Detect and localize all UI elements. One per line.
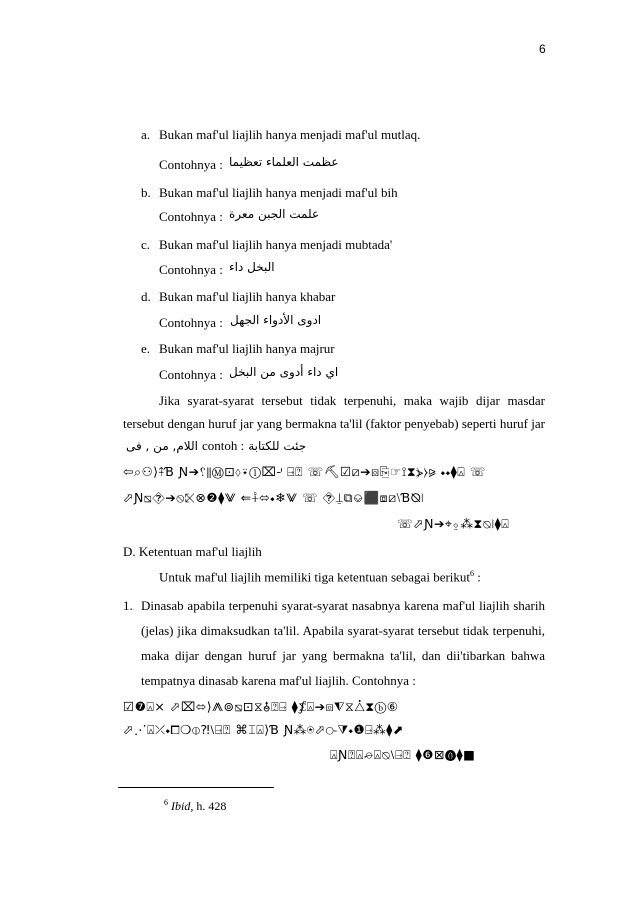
item-marker-d: d. (141, 289, 151, 304)
example-label-e: Contohnya : (159, 367, 223, 382)
section-intro-tail: : (474, 569, 481, 585)
paragraph-line-2: tersebut dengan huruf jar yang bermakna ta'lil (faktor penyebab) seperti huruf jar (123, 416, 545, 431)
example-label-c: Contohnya : (159, 262, 223, 277)
item-marker-b: b. (141, 185, 151, 200)
point-line-4: tempatnya dinasab karena maf'ul liajlih. Contohnya : (141, 673, 416, 688)
section-intro (159, 569, 481, 585)
point-line-2: (jelas) jika dimaksudkan ta'lil. Apabila syarat-syarat tersebut tidak terpenuhi, (141, 623, 545, 638)
footnote-source: Ibid, (171, 799, 194, 813)
arabic-jar-letters: اللام, من , فى (126, 439, 198, 453)
example-label-d: Contohnya : (159, 315, 223, 330)
section-heading: D. Ketentuan maf'ul liajlih (123, 544, 262, 559)
symbol-line-6: ⍓Ɲ⍰⍓⌮⍓⦰⧵⍈⍰ ⧫❻⊠⓿⧫■ (330, 747, 476, 762)
footnote-page: h. 428 (193, 799, 227, 813)
footnote-divider (118, 787, 274, 788)
item-marker-e: e. (141, 341, 151, 356)
section-intro-text: Untuk maf'ul liajlih memiliki tiga ketentuan sebagai berikut (159, 569, 471, 585)
arabic-example-b: علمت الجبن معرة (229, 207, 320, 221)
symbol-line-3: ☏⬀Ɲ➔⌖⍚⁂⧗⦰⧘⧫⍓ (397, 516, 510, 531)
footnote (164, 798, 226, 814)
item-text-e: Bukan maf'ul liajlih hanya majrur (159, 341, 335, 356)
item-marker-a: a. (141, 127, 151, 142)
paragraph-line-3 (126, 437, 306, 455)
paragraph-line-1: Jika syarat-syarat tersebut tidak terpenuhi, maka wajib dijar masdar (159, 393, 545, 408)
arabic-jar-example: جئت للكتابة (248, 439, 307, 453)
symbol-line-4: ☑❼⍓⨯ ⬀⌧⬄⟩⨇⊚⧅⊡⧖⯗⍰⍈ ⧫⨋⍓➔⧇⧨⧖⧊⧗ⓑ⑥ (123, 699, 399, 714)
symbol-line-2: ⬀Ɲ⧅⯑➔⦸⤪⊗❷⧫⨈ ⇐⨢⬄⬩❄⨈ ☏ ⯑⍊⧉⎉⬛⧈⧄⧵Ɓ⦰⧘ (123, 490, 425, 505)
example-label-inline: contoh : (201, 438, 245, 453)
point-line-3: maka dijar dengan huruf jar yang bermakna ta'lil, dan dii'tibarkan bahwa (141, 648, 545, 663)
example-label-a: Contohnya : (159, 157, 223, 172)
example-label-b: Contohnya : (159, 209, 223, 224)
item-text-b: Bukan maf'ul liajlih hanya menjadi maf'ul bih (159, 185, 398, 200)
footnote-number: 6 (164, 798, 168, 807)
point-marker-1: 1. (123, 598, 133, 613)
arabic-example-a: عظمت العلماء تعظيما (229, 155, 339, 169)
arabic-example-c: البخل داء (229, 260, 275, 274)
point-line-1: Dinasab apabila terpenuhi syarat-syarat nasabnya karena maf'ul liajlih sharih (141, 598, 545, 613)
symbol-line-5: ⬀⋰⍓⤫⬩⧠❍⦷⁈⧵⍈⍰ ⌘⌶⍓⟩Ɓ Ɲ⁂⍟⬀⧃⧩⬩❶⍈⁂⧫⬈ (123, 722, 404, 737)
item-text-d: Bukan maf'ul liajlih hanya khabar (159, 289, 336, 304)
item-text-a: Bukan maf'ul liajlih hanya menjadi maf'ul mutlaq. (159, 127, 421, 142)
symbol-line-1: ⇦⌕⚇⟩⤉Ɓ Ɲ➔␦⦀Ⓜ⊡⬨⍣ⓛ⌧⌏⍈⍰ ☏⛏☑⧄➔⧇⎘☞⟟⧗⦔⧽⪩ ⬩⬩⧫⍓ ☏ (123, 464, 486, 479)
arabic-example-e: اي داء أدوى من البخل (229, 365, 339, 379)
item-marker-c: c. (141, 237, 151, 252)
page-number: 6 (539, 42, 546, 56)
item-text-c: Bukan maf'ul liajlih hanya menjadi mubtada' (159, 237, 393, 252)
footnote-ref: 6 (470, 569, 475, 578)
arabic-example-d: ادوى الأدواء الجهل (230, 313, 322, 327)
